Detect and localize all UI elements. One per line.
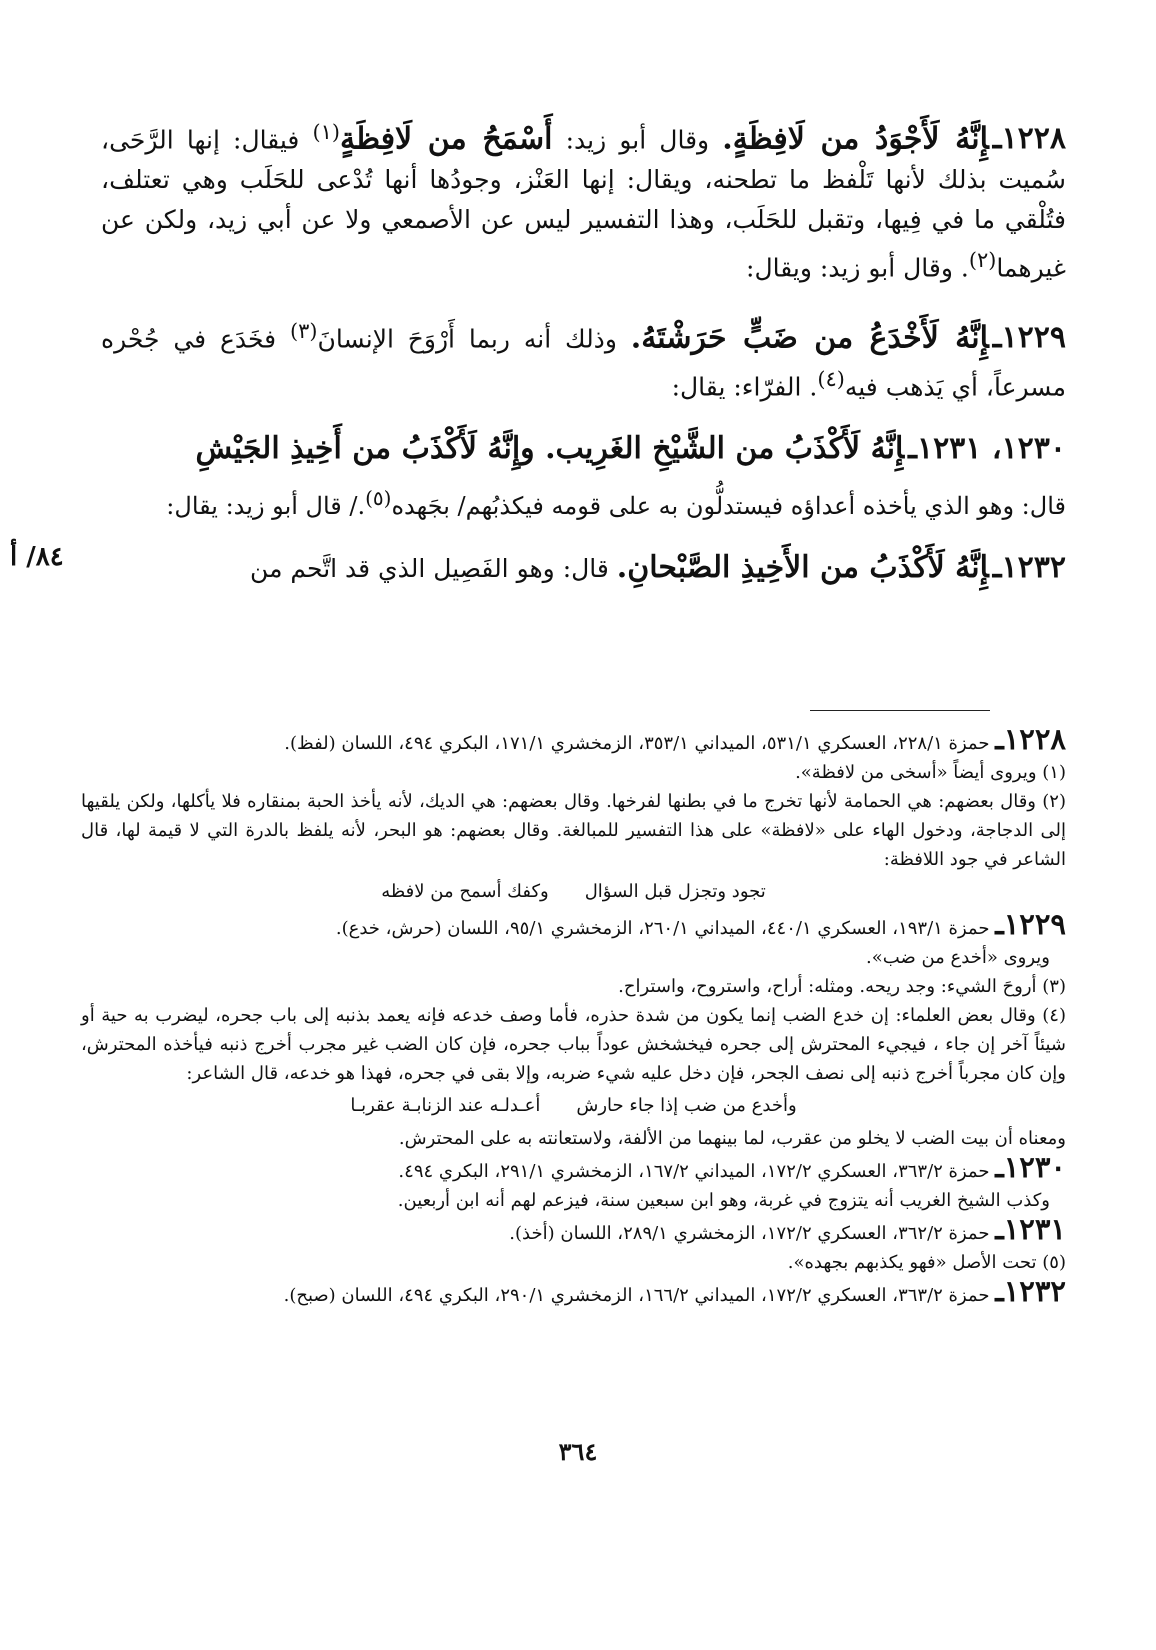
verse (81, 1090, 1066, 1122)
proverb-headline: إِنَّهُ لَأَخْدَعُ من ضَبٍّ حَرَشْتَهُ. (630, 319, 989, 355)
source-note-text: حمزة ٣٦٣/٢، العسكري ١٧٢/٢، الميداني ١٦٧/٢، الزمخشري ٢٩١/١، البكري ٤٩٤. (398, 1161, 990, 1182)
footnote-4-continued: ومعناه أن بيت الضب لا يخلو من عقرب، لما بينهما من الألفة، ولاستعانته به على المحترش. (398, 1128, 1066, 1149)
footnote-separator (810, 710, 990, 711)
manuscript-folio-note: ٨٤/ أ (10, 542, 64, 572)
source-note-number: ١٢٣٢ـ (995, 1274, 1066, 1308)
footnote-ref: (١) (312, 120, 340, 144)
entry-text-part: ./ قال أبو زيد: يقال: (166, 492, 366, 521)
entry-text: وقال أبو زيد: (552, 125, 723, 155)
footnote-4: (٤) وقال بعض العلماء: إن خدع الضب إنما يكون من شدة حذره، فأما وصف خدعه فإنه يعمد بذنبه إلى باب جحره، ليضرب به حية أو شيئاً آخر إن جاء ، فيجيء المحترش إلى جحره فيخشخش عوداً بباب جحره، فإن كان الضب غير مجرب أخرج ذنبه فيأخذه المحترش، وإن كان مجرباً أخرج ذنبه إلى نصف الجحر، فإن دخل عليه شيء ضربه، وإلا بقى في جحره، فهذا هو خدعه، قال الشاعر: (81, 1005, 1067, 1084)
footnote-ref: (٢) (968, 248, 997, 273)
entry-1229 (101, 311, 1066, 408)
main-text (101, 112, 1066, 589)
verse-hemistich: أعـدلـه عند الزنابـة عقربـا (350, 1095, 541, 1116)
verse-hemistich: وأخدع من ضب إذا جاء حارش (576, 1095, 797, 1116)
footnotes (81, 722, 1067, 1310)
entry-1230-1231 (101, 429, 1066, 526)
source-note-number: ١٢٣٠ـ (995, 1150, 1066, 1184)
entry-number: ١٢٢٩ـ (992, 319, 1066, 355)
entry-text: . الفرّاء: يقال: (671, 372, 818, 402)
page-number: ٣٦٤ (558, 1437, 598, 1466)
entry-number: ١٢٣٠، ١٢٣١ـ (908, 431, 1066, 467)
source-note-text: حمزة ٣٦٢/٢، العسكري ١٧٢/٢، الزمخشري ٢٨٩/١، اللسان (أخذ). (509, 1223, 990, 1244)
variant-note: ويروى «أخدع من ضب». (866, 947, 1050, 968)
entry-text: وذلك أنه ربما أَرْوَحَ الإنسانَ (317, 323, 631, 353)
entry-number: ١٢٢٨ـ (992, 121, 1066, 157)
verse (81, 876, 1066, 908)
entry-text (101, 478, 1066, 526)
source-note-1228 (81, 722, 1066, 758)
footnote-ref: (٤) (817, 366, 845, 391)
source-note-1229 (81, 907, 1066, 943)
source-note-number: ١٢٣١ـ (995, 1212, 1066, 1246)
entry-text: . وقال أبو زيد: ويقال: (746, 253, 969, 283)
entry-1232 (101, 548, 1066, 589)
source-note-number: ١٢٢٨ـ (995, 722, 1066, 756)
source-note-text: حمزة ٢٢٨/١، العسكري ٥٣١/١، الميداني ٣٥٣/١، الزمخشري ١٧١/١، البكري ٤٩٤، اللسان (لفظ). (284, 733, 990, 754)
entry-text: فيقال: إنها الرَّحَى، سُميت بذلك لأنها تَلْفظ ما تطحنه، ويقال: إنها العَنْز، وجودُها أنها تُدْعى للحَلَب وهي تعتلف، فتُلْقي ما في فِيها، وتقبل للحَلَب، وهذا التفسير ليس عن الأصمعي ولا عن أبي زيد، ولكن عن غيرهما (101, 125, 1066, 283)
source-note-1230 (81, 1150, 1066, 1186)
footnote-5: (٥) تحت الأصل «فهو يكذبهم بجهده». (787, 1252, 1066, 1273)
source-note-number: ١٢٢٩ـ (995, 907, 1066, 941)
verse-hemistich: تجود وتجزل قبل السؤال (584, 881, 766, 902)
proverb-variant: أَسْمَحُ من لَافِظَةٍ (340, 121, 553, 157)
verse-hemistich: وكفك أسمح من لافظه (381, 881, 549, 902)
entry-number: ١٢٣٢ـ (992, 550, 1066, 586)
source-note-1232 (81, 1274, 1066, 1310)
entry-text-part: قال: وهو الذي يأخذه أعداؤه فيستدلُّون به على قومه فيكذبُهم/ بجَهده (391, 492, 1066, 521)
footnote-ref: (٥) (365, 486, 392, 511)
proverb-headline: إِنَّهُ لَأَكْذَبُ من الأَخِيذِ الصَّبْحانِ. (616, 550, 989, 586)
footnote-ref: (٣) (290, 318, 318, 343)
proverb-headline: إِنَّهُ لَأَجْوَدُ من لَافِظَةٍ. (722, 121, 989, 157)
source-note-text: حمزة ٣٦٣/٢، العسكري ١٧٢/٢، الميداني ١٦٦/٢، الزمخشري ٢٩٠/١، البكري ٤٩٤، اللسان (صبح). (283, 1285, 990, 1306)
footnote-2: (٢) وقال بعضهم: هي الحمامة لأنها تخرج ما في بطنها لفرخها. وقال بعضهم: هي الديك، لأنه يأخذ الحبة بمنقاره فلا يأكلها، ولكن يلقيها إلى الدجاجة، ودخول الهاء على «لافظة» على هذا التفسير للمبالغة. وقال بعضهم: هو البحر، لأنه يلفظ بالدرة التي لا قيمة لها، قال الشاعر في جود اللافظة: (81, 791, 1066, 870)
footnote-3: (٣) أروحَ الشيء: وجد ريحه. ومثله: أراح، واستروح، واستراح. (618, 976, 1066, 997)
source-note-text: حمزة ١٩٣/١، العسكري ٤٤٠/١، الميداني ٢٦٠/١، الزمخشري ٩٥/١، اللسان (حرش، خدع). (335, 918, 990, 939)
footnote-1: (١) ويروى أيضاً «أسخى من لافظة». (795, 762, 1066, 783)
variant-note: وكذب الشيخ الغريب أنه يتزوج في غربة، وهو ابن سبعين سنة، فيزعم لهم أنه ابن أربعين. (397, 1190, 1050, 1211)
entry-text: قال: وهو الفَصِيل الذي قد اتَّحم من (250, 554, 617, 584)
entry-text: فخَدَع في جُحْره مسرعاً، أي يَذهب فيه (101, 323, 1066, 402)
source-note-1231 (81, 1212, 1066, 1248)
entry-1228 (101, 112, 1066, 289)
proverb-headline: إِنَّهُ لَأَكْذَبُ من الشَّيْخِ الغَرِيب. وإِنَّهُ لَأَكْذَبُ من أَخِيذِ الجَيْشِ (195, 431, 905, 467)
